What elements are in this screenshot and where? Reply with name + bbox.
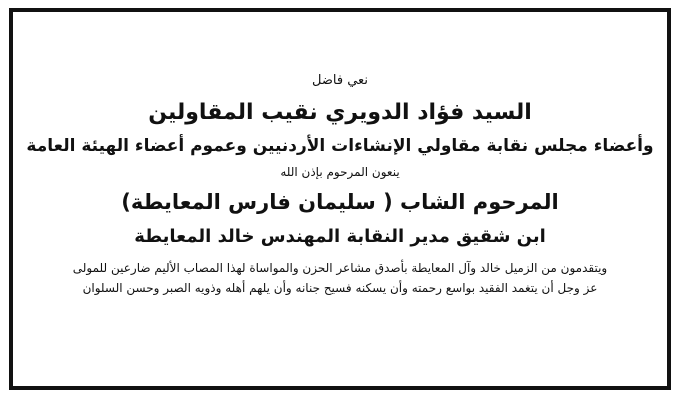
condolence-line-1: ويتقدمون من الزميل خالد وآل المعايطة بأصدق مشاعر الحزن والمواساة لهذا المصاب الأليم ضارعين للمولى: [72, 261, 608, 275]
obituary-notice: [13, 12, 667, 386]
sender-name: السيد فؤاد الدويري نقيب المقاولين: [148, 100, 532, 125]
deceased-relation: ابن شقيق مدير النقابة المهندس خالد المعايطة: [134, 226, 546, 247]
mourning-statement: ينعون المرحوم بإذن الله: [280, 165, 400, 179]
notice-border: [9, 8, 671, 390]
council-members: وأعضاء مجلس نقابة مقاولي الإنشاءات الأردنيين وعموم أعضاء الهيئة العامة: [26, 136, 654, 156]
condolence-line-2: عز وجل أن يتغمد الفقيد بواسع رحمته وأن يسكنه فسيح جنانه وأن يلهم أهله وذويه الصبر وحسن السلوان: [82, 281, 598, 295]
deceased-name: المرحوم الشاب ( سليمان فارس المعايطة): [121, 190, 559, 214]
notice-intro: نعي فاضل: [312, 73, 368, 88]
